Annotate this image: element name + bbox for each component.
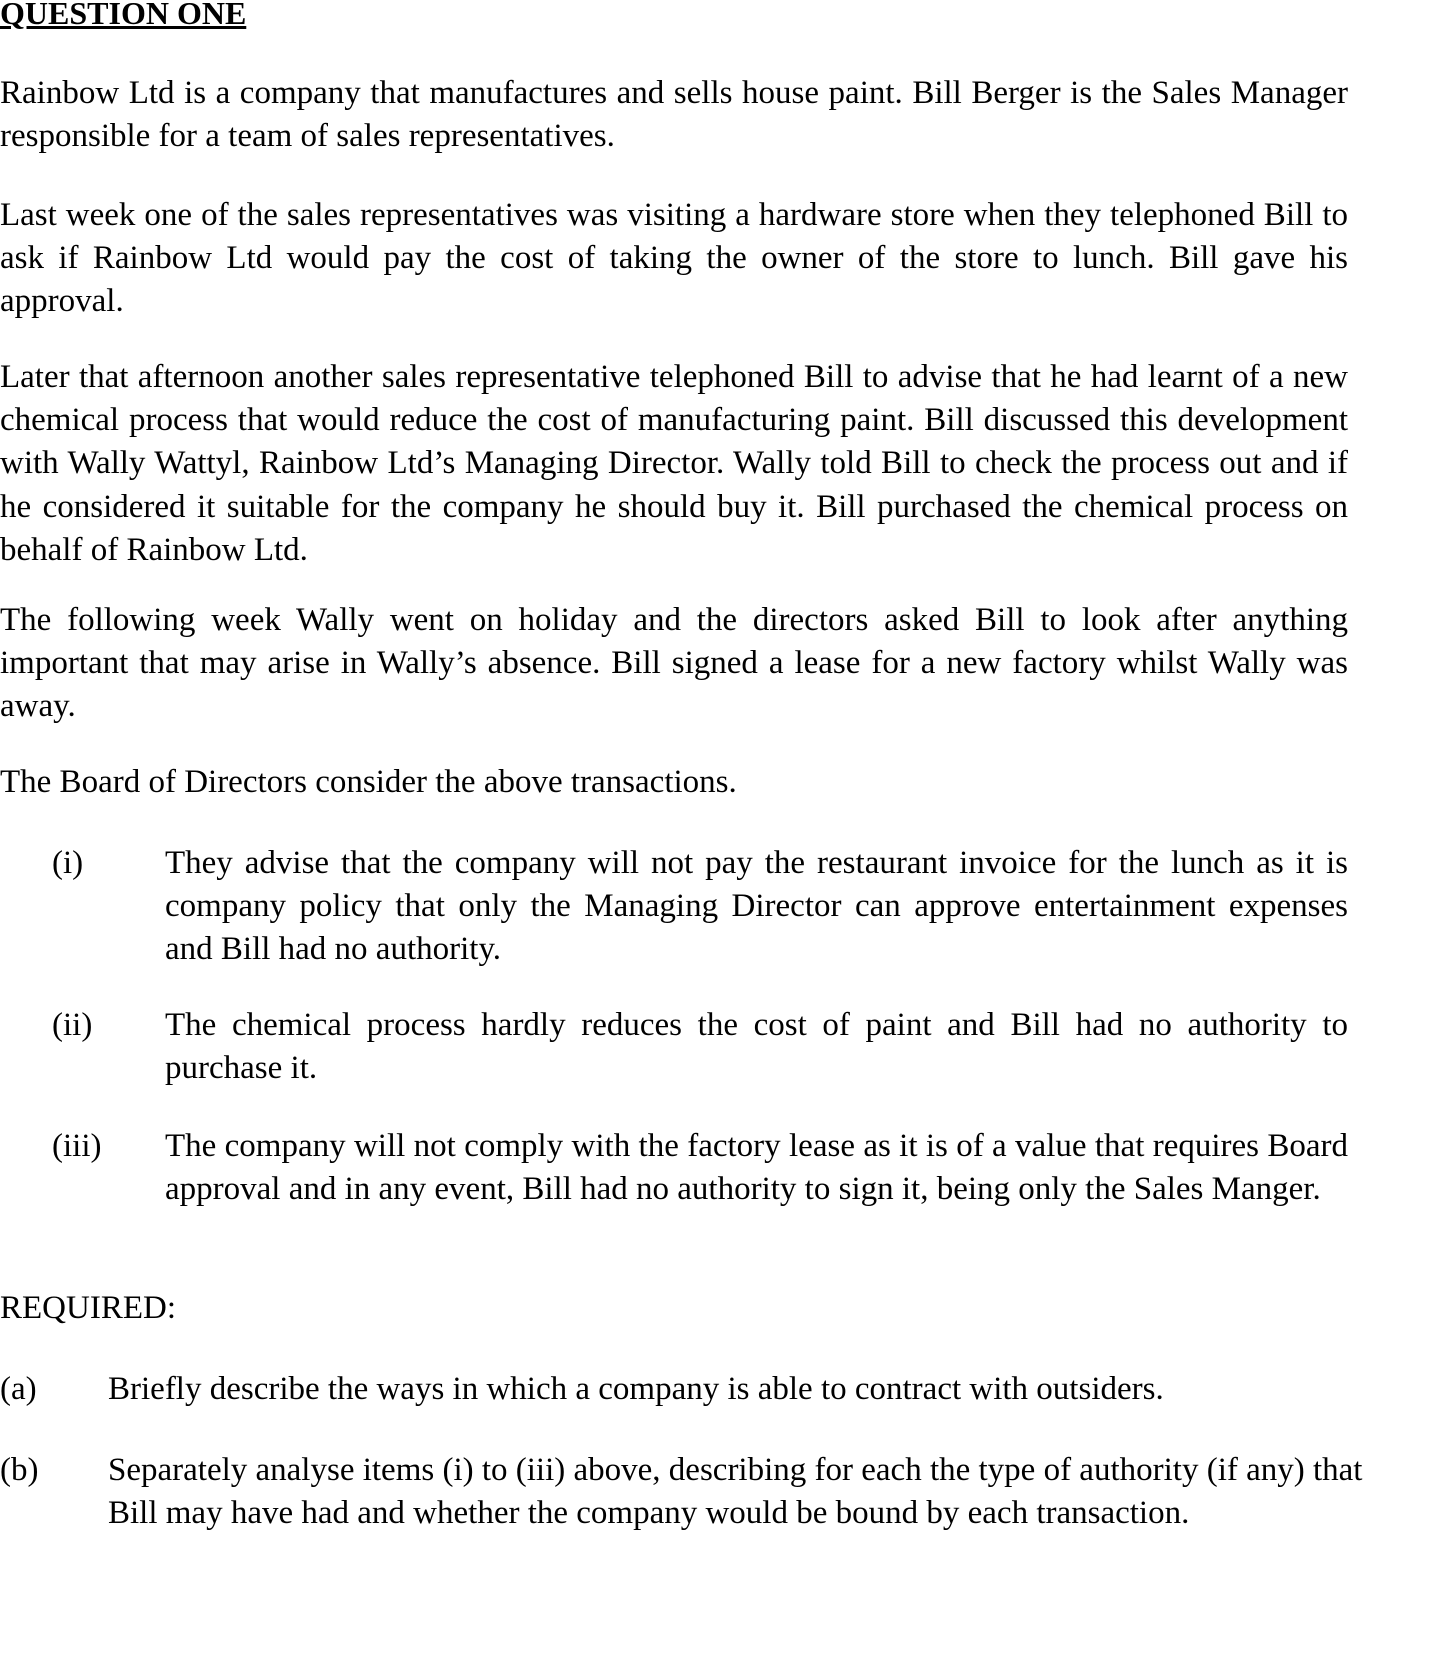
required-item-label: (b) <box>0 1452 39 1488</box>
paragraph-company-intro: Rainbow Ltd is a company that manufactures and sells house paint. Bill Berger is the Sales Manager responsible for a team of sales representatives. <box>0 75 1348 155</box>
board-item-text: The company will not comply with the factory lease as it is of a value that requires Board approval and in any event, Bill had no authority to sign it, being only the Sales Manger. <box>165 1128 1348 1208</box>
paragraph-chemical-process: Later that afternoon another sales representative telephoned Bill to advise that he had learnt of a new chemical process that would reduce the cost of manufacturing paint. Bill discussed this development with Wally Wattyl, Rainbow Ltd’s Managing Director. Wally told Bill to check the process out and if he considered it suitable for the company he should buy it. Bill purchased the chemical process on behalf of Rainbow Ltd. <box>0 359 1348 568</box>
paragraph-board-consider: The Board of Directors consider the above transactions. <box>0 764 737 800</box>
required-item-text: Briefly describe the ways in which a company is able to contract with outsiders. <box>108 1371 1164 1407</box>
paragraph-lunch: Last week one of the sales representatives was visiting a hardware store when they telephoned Bill to ask if Rainbow Ltd would pay the cost of taking the owner of the store to lunch. Bill gave his approval. <box>0 197 1348 320</box>
board-item-text: The chemical process hardly reduces the cost of paint and Bill had no authority to purchase it. <box>165 1007 1348 1087</box>
question-heading: QUESTION ONE <box>0 0 247 31</box>
required-item-text: Separately analyse items (i) to (iii) above, describing for each the type of authority (if any) that Bill may have had and whether the company would be bound by each transaction. <box>108 1452 1363 1532</box>
paragraph-factory-lease: The following week Wally went on holiday and the directors asked Bill to look after anything important that may arise in Wally’s absence. Bill signed a lease for a new factory whilst Wally was away. <box>0 602 1348 725</box>
board-item-label: (iii) <box>52 1128 102 1164</box>
board-item-label: (ii) <box>52 1007 93 1043</box>
required-item-label: (a) <box>0 1371 37 1407</box>
board-item-text: They advise that the company will not pay the restaurant invoice for the lunch as it is company policy that only the Managing Director can approve entertainment expenses and Bill had no authority. <box>165 845 1348 968</box>
board-item-label: (i) <box>52 845 84 881</box>
required-label: REQUIRED: <box>0 1290 176 1326</box>
